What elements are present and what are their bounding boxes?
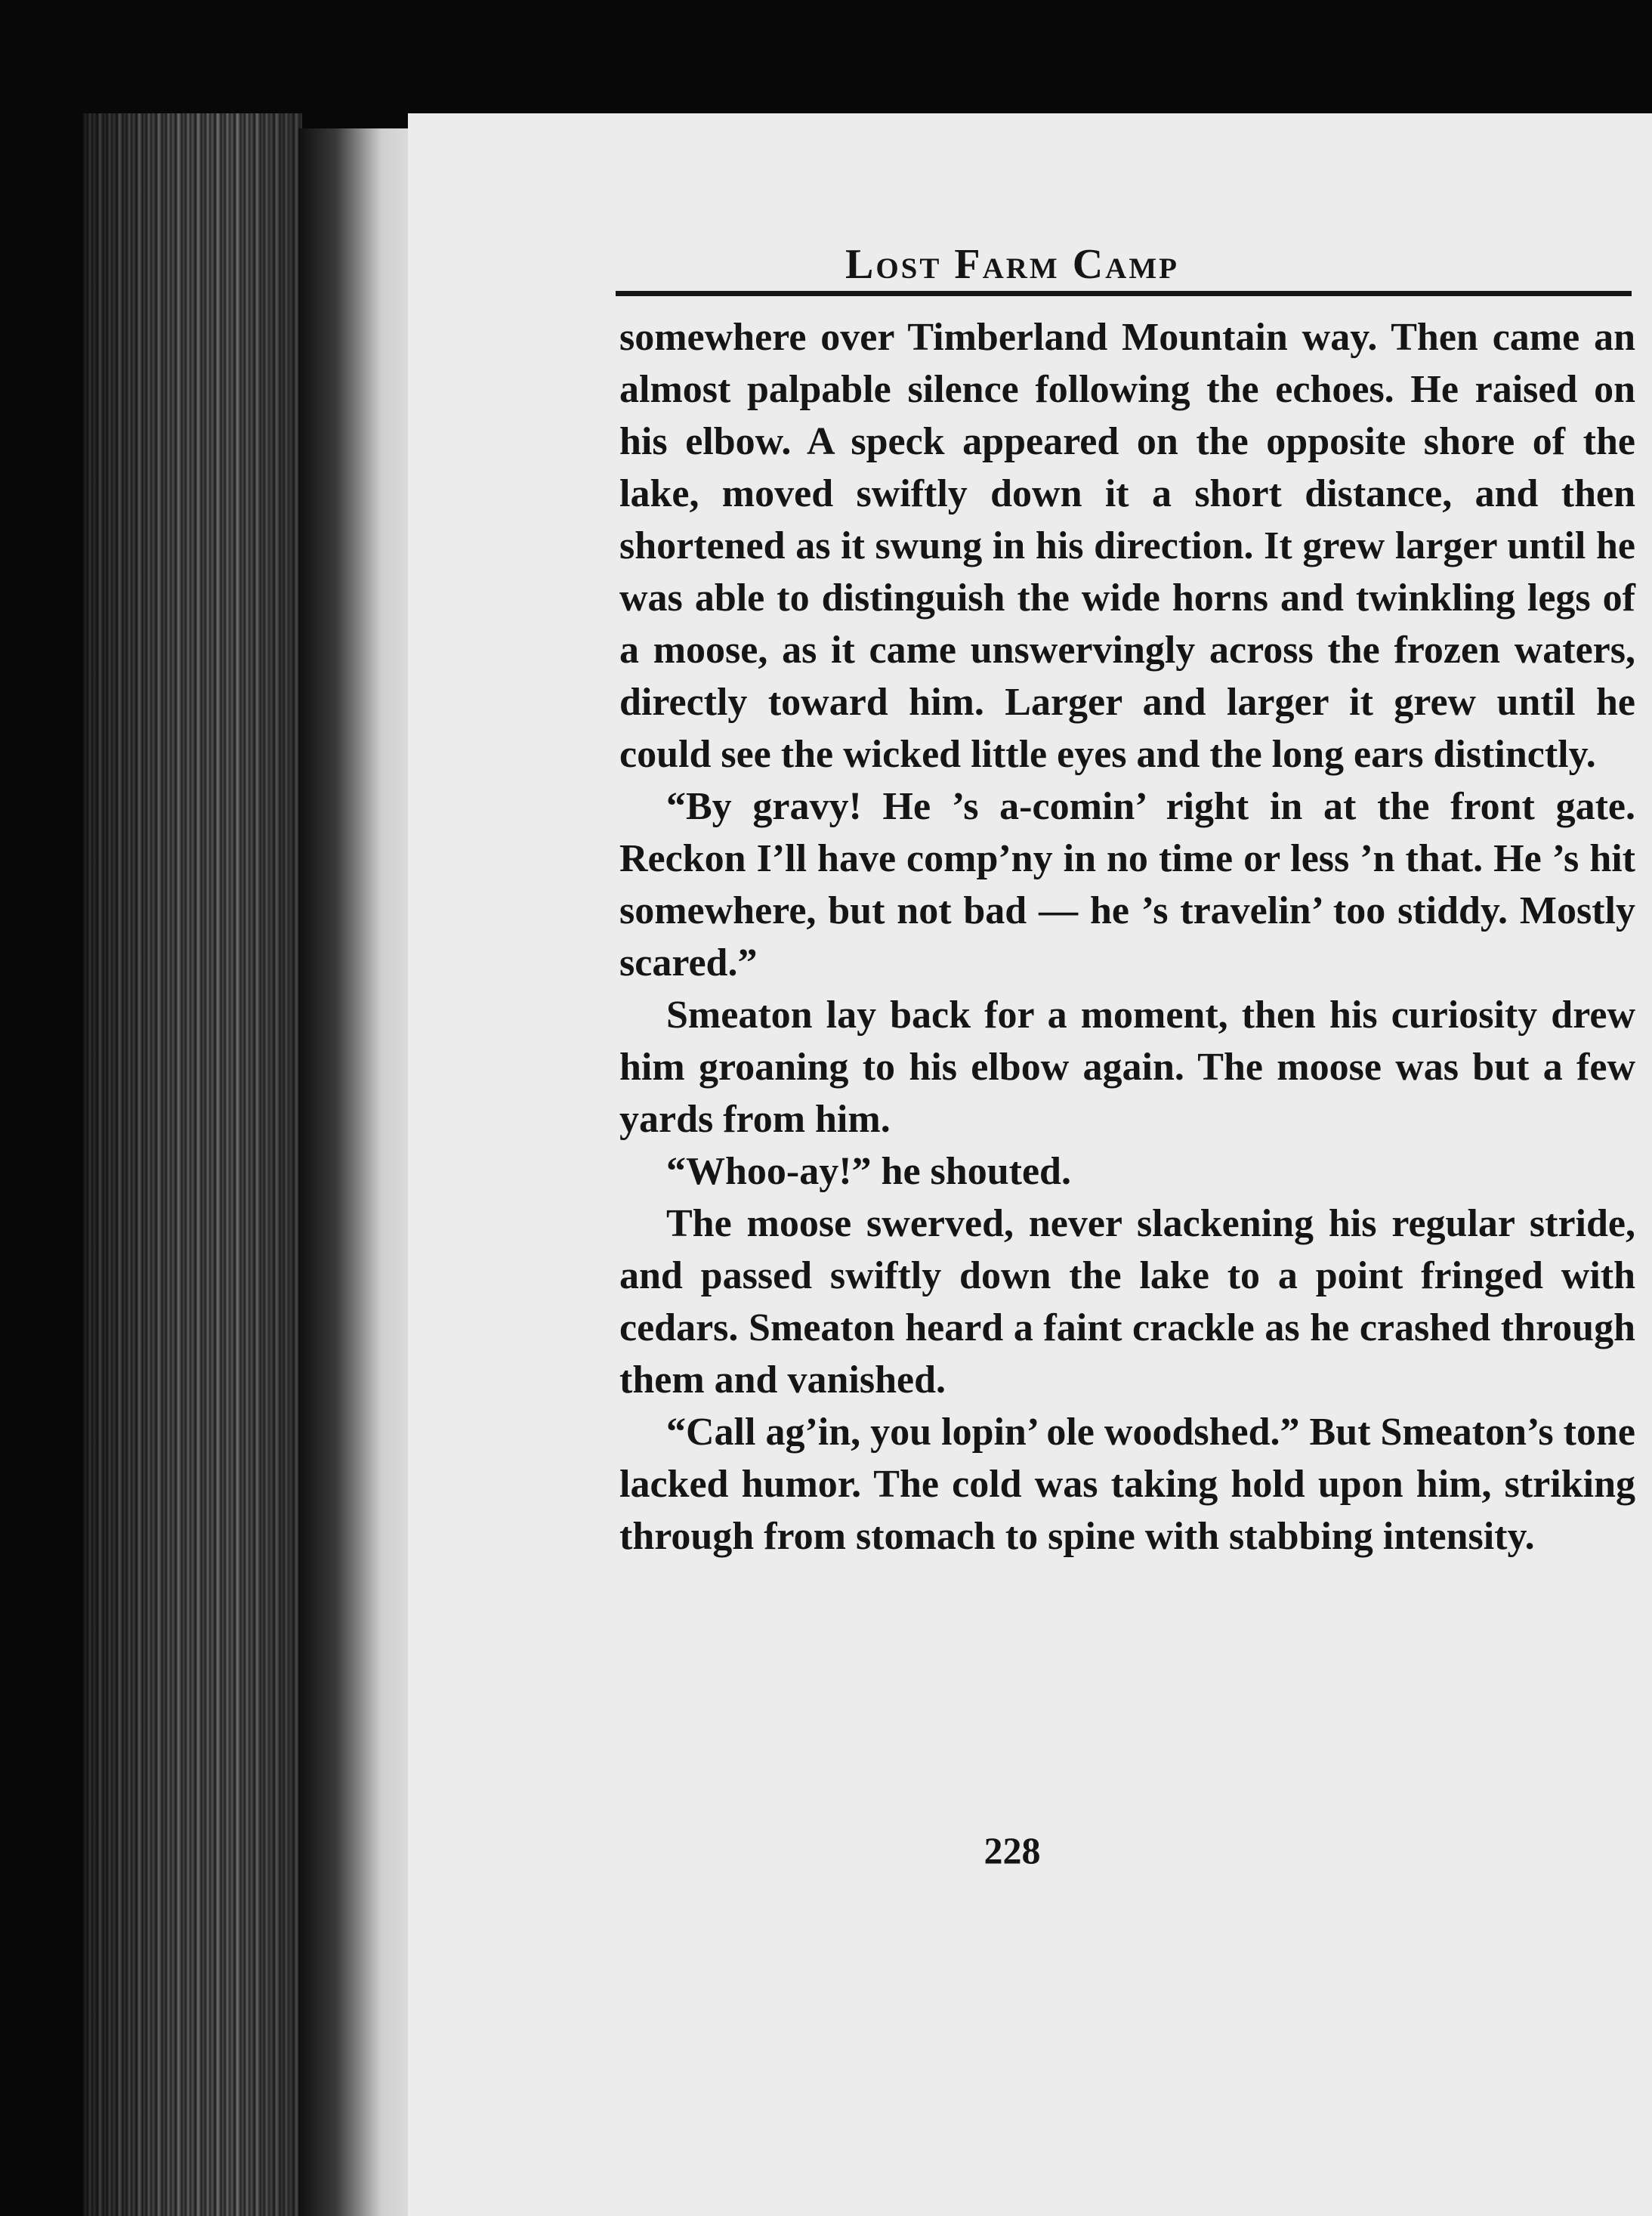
paragraph-5: The moose swerved, never slackening his regular stride, and passed swiftly down the lake to a point fringed with cedars. Smeaton heard a faint crackle as he crashed through them and vanished. [619,1202,1635,1402]
page-number: 228 [983,1829,1041,1871]
running-head: Lost Farm Camp [845,241,1179,288]
paragraph-2: “By gravy! He ’s a-comin’ right in at the front gate. Reckon I’ll have comp’ny in no time or less ’n that. He ’s hit somewhere, but not bad — he ’s travelin’ too stiddy. Mostly scared.” [619,785,1635,984]
book-page [408,113,1652,2216]
paragraph-1: somewhere over Timberland Mountain way. Then came an almost palpable silence following the echoes. He raised on his elbow. A speck appeared on the opposite shore of the lake, moved swiftly down it a short distance, and then shortened as it swung in his direction. It grew larger until he was able to distinguish the wide horns and twinkling legs of a moose, as it came unswervingly across the frozen waters, directly toward him. Larger and larger it grew until he could see the wicked little eyes and the long ears distinctly. [619,316,1635,776]
paragraph-4: “Whoo-ay!” he shouted. [666,1150,1071,1193]
paragraph-6: “Call ag’in, you lopin’ ole woodshed.” But Smeaton’s tone lacked humor. The cold was taking hold upon him, striking through from stomach to spine with stabbing intensity. [619,1411,1635,1558]
book-edge-shadow [83,113,302,2216]
header-rule [616,291,1632,296]
body-text [619,311,1635,1562]
paragraph-3: Smeaton lay back for a moment, then his curiosity drew him groaning to his elbow again. The moose was but a few yards from him. [619,994,1635,1141]
